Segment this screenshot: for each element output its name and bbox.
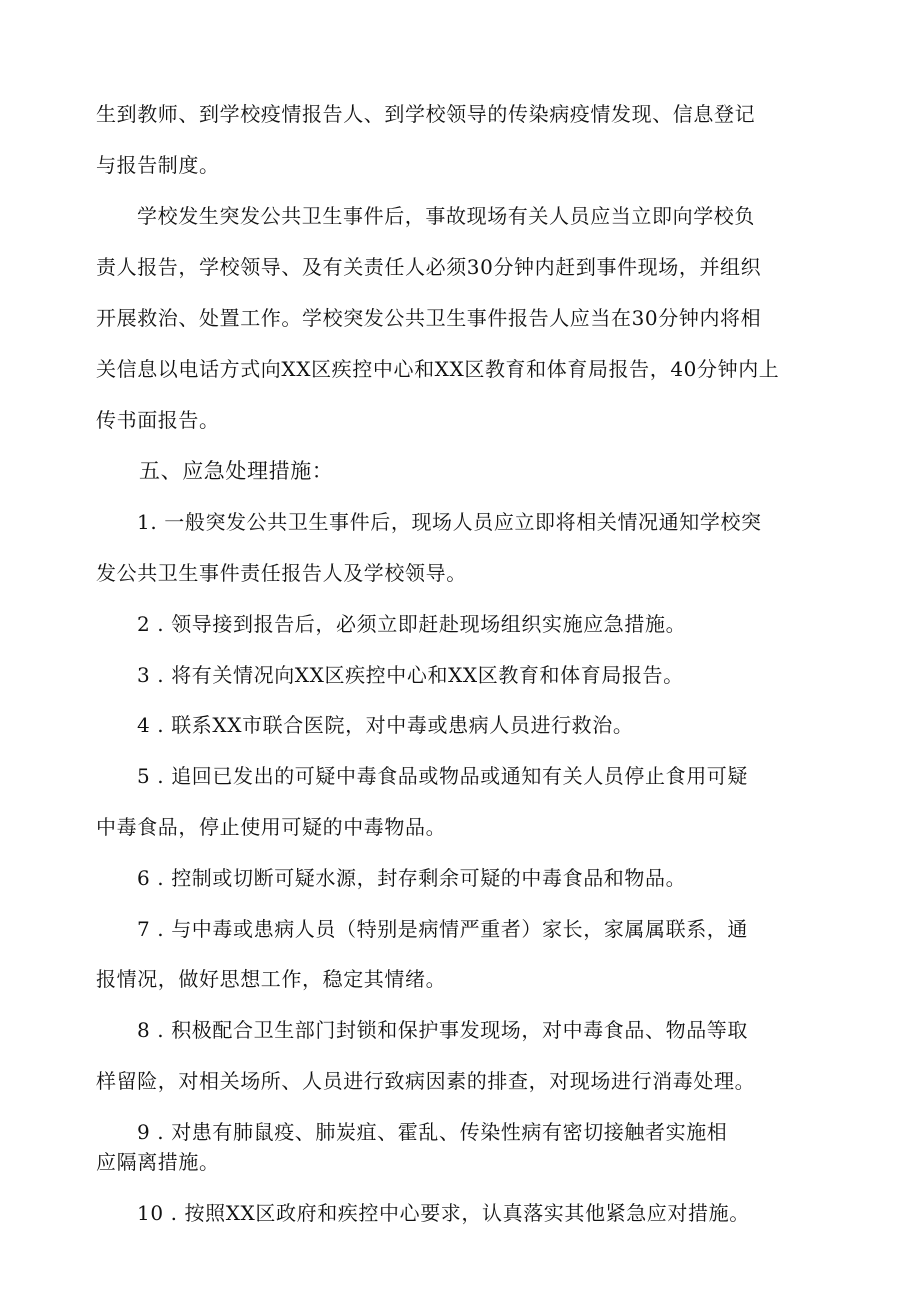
- item-6-line-1: 6 . 控制或切断可疑水源，封存剩余可疑的中毒食品和物品。: [137, 866, 687, 890]
- item-7-line-2: 报情况，做好思想工作，稳定其情绪。: [96, 967, 447, 991]
- paragraph-2-line-1: 学校发生突发公共卫生事件后，事故现场有关人员应当立即向学校负: [137, 204, 755, 228]
- item-5-line-1: 5 . 追回已发出的可疑中毒食品或物品或通知有关人员停止食用可疑: [137, 764, 748, 788]
- paragraph-2-line-4: 关信息以电话方式向XX区疾控中心和XX区教育和体育局报告，40分钟内上: [96, 357, 780, 381]
- item-5-line-2: 中毒食品，停止使用可疑的中毒物品。: [96, 815, 447, 839]
- item-8-line-2: 样留险，对相关场所、人员进行致病因素的排查，对现场进行消毒处理。: [96, 1069, 756, 1093]
- paragraph-2-line-5: 传书面报告。: [96, 408, 220, 432]
- item-1-line-2: 发公共卫生事件责任报告人及学校领导。: [96, 561, 467, 585]
- item-3-line-1: 3 . 将有关情况向XX区疾控中心和XX区教育和体育局报告。: [137, 663, 684, 687]
- paragraph-1-line-1: 生到教师、到学校疫情报告人、到学校领导的传染病疫情发现、信息登记: [96, 102, 756, 126]
- item-9-line-2: 应隔离措施。: [96, 1150, 220, 1174]
- paragraph-1-line-2: 与报告制度。: [96, 153, 220, 177]
- paragraph-2-line-3: 开展救治、处置工作。学校突发公共卫生事件报告人应当在30分钟内将相: [96, 306, 762, 330]
- item-1-line-1: 1. 一般突发公共卫生事件后，现场人员应立即将相关情况通知学校突: [137, 510, 762, 534]
- section-heading: 五、应急处理措施：: [139, 459, 334, 483]
- paragraph-2-line-2: 责人报告，学校领导、及有关责任人必须30分钟内赶到事件现场，并组织: [96, 255, 762, 279]
- item-9-line-1: 9 . 对患有肺鼠疫、肺炭疽、霍乱、传染性病有密切接触者实施相: [137, 1120, 728, 1144]
- item-7-line-1: 7 . 与中毒或患病人员（特别是病情严重者）家长，家属属联系，通: [137, 917, 748, 941]
- item-8-line-1: 8 . 积极配合卫生部门封锁和保护事发现场，对中毒食品、物品等取: [137, 1018, 748, 1042]
- item-10-line-1: 10 . 按照XX区政府和疾控中心要求，认真落实其他紧急应对措施。: [137, 1201, 750, 1225]
- item-4-line-1: 4 . 联系XX市联合医院，对中毒或患病人员进行救治。: [137, 713, 634, 737]
- item-2-line-1: 2 . 领导接到报告后，必须立即赶赴现场组织实施应急措施。: [137, 612, 687, 636]
